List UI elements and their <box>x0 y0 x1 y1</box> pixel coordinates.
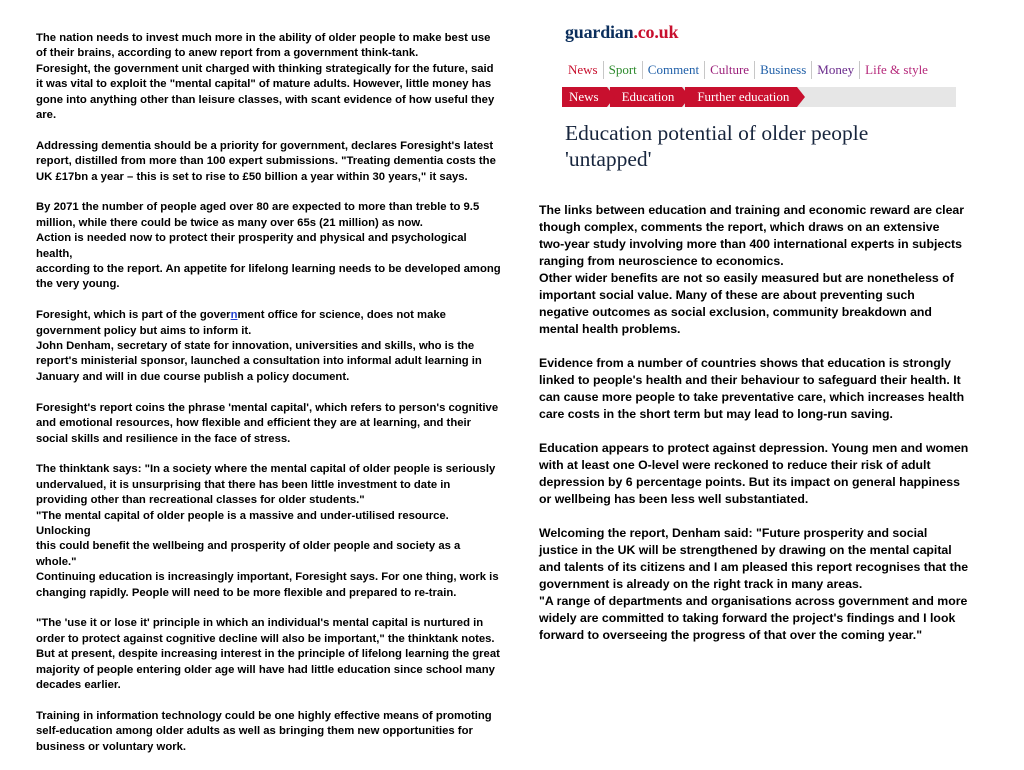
nav-link-culture[interactable]: Culture <box>704 61 754 79</box>
left-paragraph-8 <box>36 709 502 755</box>
text-line: undervalued, it is unsurprising that there has been little investment to date in <box>36 478 451 491</box>
text-line: justice in the UK will be strengthened by drawing on the mental capital <box>539 543 952 557</box>
text-line: this could benefit the wellbeing and prosperity of older people and society as a <box>36 540 461 553</box>
text-line: million, while there could be twice as many over 65s (21 million) as now. <box>36 216 423 229</box>
text-line: majority of people entering older age will have had little education since school many <box>36 663 495 676</box>
text-line: according to the report. An appetite for lifelong learning needs to be developed among <box>36 263 501 276</box>
text-line: changing rapidly. People will need to be more flexible and prepared to re-train. <box>36 586 457 599</box>
text-line: "The mental capital of older people is a massive and under-utilised resource. Unlocking <box>36 509 449 537</box>
text-fragment: ment office for science, does not make <box>237 309 446 322</box>
right-paragraph-1 <box>539 202 979 338</box>
right-paragraph-4 <box>539 525 979 644</box>
nav-link-business[interactable]: Business <box>754 61 811 79</box>
nav-link-life-style[interactable]: Life & style <box>859 61 933 79</box>
article-left-column <box>36 31 502 770</box>
text-line: important social value. Many of these are about preventing such <box>539 288 915 302</box>
text-fragment: Foresight, which is part of the gover <box>36 309 231 322</box>
text-line: it was vital to exploit the "mental capital" of mature adults. However, little money has <box>36 78 492 91</box>
left-paragraph-1 <box>36 31 502 123</box>
nav-link-comment[interactable]: Comment <box>642 61 704 79</box>
right-paragraph-3 <box>539 440 979 508</box>
left-paragraph-4 <box>36 308 502 385</box>
text-line: decades earlier. <box>36 678 121 691</box>
text-line: can cause more people to take preventative care, which increases health <box>539 390 965 404</box>
text-line: and emotional resources, how flexible and efficient they are at learning, and their <box>36 417 472 430</box>
text-line: Action is needed now to protect their prosperity and physical and psychological health, <box>36 232 467 260</box>
text-line: are. <box>36 109 57 122</box>
text-line: providing other than recreational classes for older students." <box>36 494 365 507</box>
nav-link-news[interactable]: News <box>568 62 598 77</box>
text-line: ranging from neuroscience to economics. <box>539 254 784 268</box>
left-paragraph-2 <box>36 139 502 185</box>
text-line: two-year study involving more than 400 international experts in subjects <box>539 237 962 251</box>
text-line: care costs in the short term but may lead to long-run saving. <box>539 407 893 421</box>
text-line: "The 'use it or lose it' principle in which an individual's mental capital is nurtured in <box>36 617 484 630</box>
text-line: social skills and resilience in the face of stress. <box>36 432 291 445</box>
left-paragraph-7 <box>36 616 502 693</box>
text-line <box>36 308 502 323</box>
text-line: Foresight's report coins the phrase 'mental capital', which refers to person's cognitive <box>36 401 499 414</box>
text-line: report's ministerial sponsor, launched a consultation into informal adult learning in <box>36 355 482 368</box>
nav-link-money[interactable]: Money <box>811 61 859 79</box>
text-line: government is already on the right track in many areas. <box>539 577 863 591</box>
breadcrumb-news[interactable]: News <box>562 87 607 107</box>
text-line: But at present, despite increasing interest in the principle of lifelong learning the great <box>36 648 500 661</box>
text-line: report, distilled from more than 100 expert submissions. "Treating dementia costs the <box>36 155 496 168</box>
text-line: The thinktank says: "In a society where the mental capital of older people is seriously <box>36 463 496 476</box>
text-line: The links between education and training and economic reward are clear <box>539 203 965 217</box>
left-paragraph-3 <box>36 200 502 292</box>
page-title: Education potential of older people 'untapped' <box>565 121 869 171</box>
section-nav <box>564 60 933 80</box>
text-line: John Denham, secretary of state for innovation, universities and skills, who is the <box>36 340 475 353</box>
text-line: UK £17bn a year – this is set to rise to £50 billion a year within 30 years," it says. <box>36 170 468 183</box>
right-paragraph-2 <box>539 355 979 423</box>
text-line: The nation needs to invest much more in the ability of older people to make best use <box>36 32 491 44</box>
left-paragraph-5 <box>36 401 502 447</box>
text-line: of their brains, according to anew report from a government think-tank. <box>36 47 419 60</box>
text-line: Evidence from a number of countries shows that education is strongly <box>539 356 952 370</box>
text-line: Continuing education is increasingly important, Foresight says. For one thing, work is <box>36 571 499 584</box>
text-line: January and will in due course publish a policy document. <box>36 370 350 383</box>
left-paragraph-6 <box>36 462 502 601</box>
text-line: Welcoming the report, Denham said: "Future prosperity and social <box>539 526 928 540</box>
breadcrumb <box>562 87 956 107</box>
text-line: or wellbeing has been less well substantiated. <box>539 492 809 506</box>
breadcrumb-education[interactable]: Education <box>610 87 683 107</box>
text-line: depression by 6 percentage points. But its impact on general happiness <box>539 475 960 489</box>
text-line: Addressing dementia should be a priority for government, declares Foresight's latest <box>36 139 494 152</box>
text-line: with at least one O-level were reckoned to reduce their risk of adult <box>539 458 931 472</box>
logo-tld: .co.uk <box>633 22 679 42</box>
article-right-column <box>539 202 979 661</box>
text-line: linked to people's health and their behaviour to safeguard their health. It <box>539 373 961 387</box>
text-line: Foresight, the government unit charged with thinking strategically for the future, said <box>36 62 494 75</box>
highlighted-letter: n <box>230 309 238 322</box>
text-line: forward to overseeing the progress of that over the coming year." <box>539 628 923 642</box>
text-line: Education appears to protect against depression. Young men and women <box>539 441 969 455</box>
text-line: gone into anything other than leisure classes, with scant evidence of how useful they <box>36 93 495 106</box>
text-line: widely are committed to taking forward the project's findings and I look <box>539 611 956 625</box>
text-line: whole." <box>36 555 77 568</box>
text-line: and talents of its citizens and I am pleased this report recognises that the <box>539 560 969 574</box>
text-line: Training in information technology could be one highly effective means of promoting <box>36 709 492 722</box>
text-line: government policy but aims to inform it. <box>36 324 252 337</box>
guardian-logo[interactable] <box>565 22 678 43</box>
text-line: order to protect against cognitive decline will also be important," the thinktank notes. <box>36 632 495 645</box>
text-line: mental health problems. <box>539 322 681 336</box>
breadcrumb-further-education[interactable]: Further education <box>685 87 797 107</box>
text-line: business or voluntary work. <box>36 740 187 753</box>
text-line: self-education among older adults as well as bringing them new opportunities for <box>36 725 473 738</box>
text-line: though complex, comments the report, which draws on an extensive <box>539 220 940 234</box>
text-line: negative outcomes as social exclusion, community breakdown and <box>539 305 932 319</box>
text-line: Other wider benefits are not so easily measured but are nonetheless of <box>539 271 954 285</box>
text-line: "A range of departments and organisations across government and more <box>539 594 968 608</box>
text-line: By 2071 the number of people aged over 80 are expected to more than treble to 9.5 <box>36 201 480 214</box>
logo-brand: guardian <box>565 22 634 42</box>
text-line: the very young. <box>36 278 120 291</box>
nav-link-sport[interactable]: Sport <box>603 61 642 79</box>
